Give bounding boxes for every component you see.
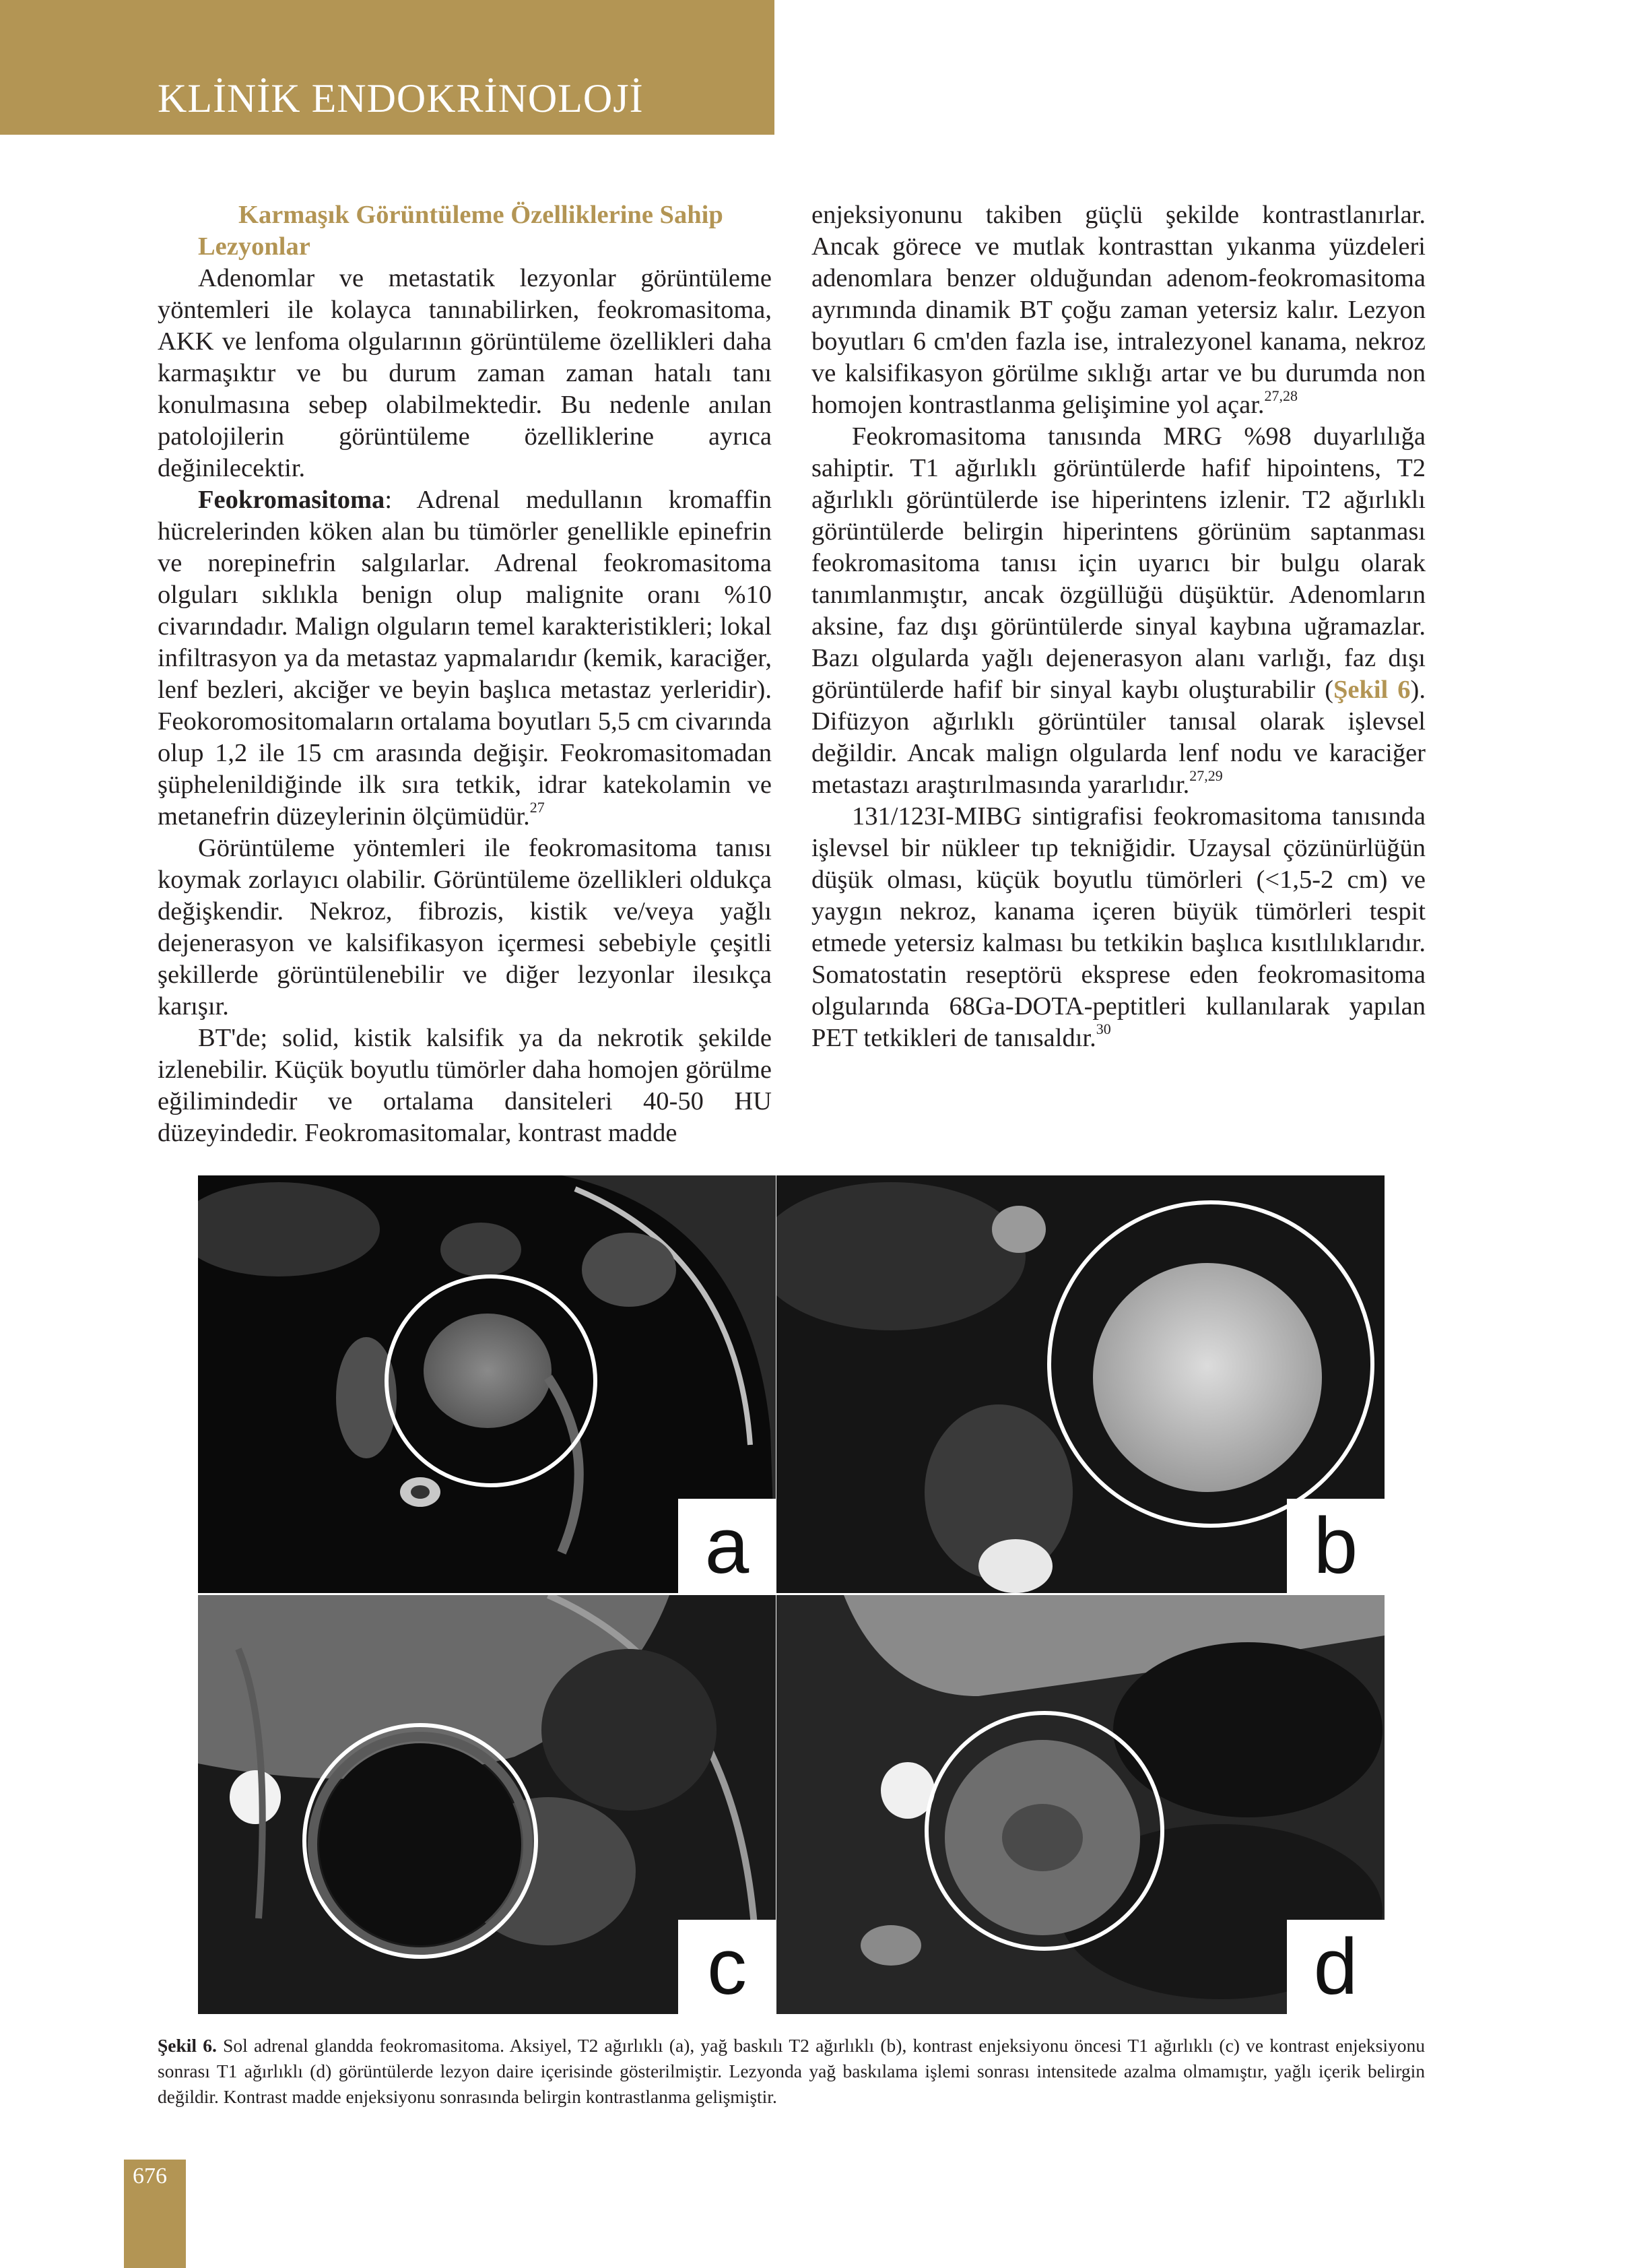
ref-superscript: 27,28 [1264,387,1298,405]
figure-mri-panels [198,1175,1385,2014]
paragraph-mri: Feokromasitoma tanısında MRG %98 duyarlılığa sahiptir. T1 ağırlıklı görüntülerde hafif hipointens, T2 ağırlıklı görüntülerde ise hiperintens izlenir. T2 ağırlıklı görüntülerde belirgin hiperintens görünüm saptanması feokromasitoma tanısı için uyarıcı bir bulgu olarak tanımlanmıştır, ancak özgüllüğü düşüktür. Adenomların aksine, faz dışı görüntülerde sinyal kaybına uğramazlar. Bazı olgularda yağlı dejenerasyon alanı varlığı, faz dışı görüntülerde hafif bir sinyal kaybı oluşturabilir (Şekil 6). Difüzyon ağırlıklı görüntüler tanısal olarak işlevsel değildir. Ancak malign olgularda lenf nodu ve karaciğer metastazı araştırılmasında yararlıdır.$^{27,29}$ [811,422,1426,799]
paragraph-feokromasitoma: Feokromasitoma: Adrenal medullanın kromaffin hücrelerinden köken alan bu tümörler genellikle epinefrin ve norepinefrin salgılarlar. Adrenal feokromasitoma olguları sıklıkla benign olup malignite oranı %10 civarındadır. Malign olguların temel karakteristikleri; lokal infiltrasyon ya da metastaz yapmalarıdır (kemik, karaciğer, lenf bezleri, akciğer ve beyin başlıca metastaz yerleridir). Feokoromositomaların ortalama boyutları 5,5 cm civarında olup 1,2 ile 15 cm arasında değişir. Feokromasitomadan şüphelenildiğinde ilk sıra tetkik, idrar katekolamin ve metanefrin düzeylerinin ölçümüdür.$^{27}$ [158,486,772,831]
term-feokromasitoma: Feokromasitoma [198,486,385,514]
mri-panel-b [776,1175,1385,1593]
mri-panel-d [776,1595,1385,2014]
paragraph-ct: BT'de; solid, kistik kalsifik ya da nekrotik şekilde izlenebilir. Küçük boyutlu tümörler daha homojen görülme eğilimindedir ve ortalama dansiteleri 40-50 HU düzeyindedir. Feokromasitomalar, kontrast madde [158,1024,772,1147]
section-subheading-cont: Lezyonlar [198,232,310,261]
panel-label-b: b [1287,1499,1385,1593]
panel-label-d: d [1287,1920,1385,2014]
paragraph-contrast: enjeksiyonunu takiben güçlü şekilde kontrastlanırlar. Ancak görece ve mutlak kontrasttan yıkanma yüzdeleri adenomlara benzer olduğundan adenom-feokromasitoma ayrımında dinamik BT çoğu zaman yetersiz kalır. Lezyon boyutları 6 cm'den fazla ise, intralezyonel kanama, nekroz ve kalsifikasyon görülme sıklığı artar ve bu durumda non homojen kontrastlanma gelişimine yol açar.$^{27,28}$ [811,201,1426,419]
caption-label: Şekil 6. [158,2035,217,2056]
right-column [811,199,1426,1054]
journal-title: KLİNİK ENDOKRİNOLOJİ [158,76,644,121]
panel-label-a: a [678,1499,776,1593]
panel-label-c: c [678,1920,776,2014]
ref-superscript: 27 [529,799,545,816]
figure-link[interactable]: Şekil 6 [1333,676,1411,704]
paragraph-imaging: Görüntüleme yöntemleri ile feokromasitoma tanısı koymak zorlayıcı olabilir. Görüntüleme özellikleri oldukça değişkendir. Nekroz, fibrozis, kistik ve/veya yağlı dejenerasyon ve kalsifikasyon içermesi sebebiyle çeşitli şekillerde görüntülenebilir ve diğer lezyonlar ilesıkça karışır. [158,834,772,1020]
paragraph-mibg: 131/123I-MIBG sintigrafisi feokromasitoma tanısında işlevsel bir nükleer tıp tekniğidir. Uzaysal çözünürlüğün düşük olması, küçük boyutlu tümörleri (<1,5-2 cm) ve yaygın nekroz, kanama içeren büyük tümörleri tespit etmede yetersiz kalması bu tetkikin başlıca kısıtlılıklarıdır. Somatostatin reseptörü eksprese eden feokromasitoma olgularında 68Ga-DOTA-peptitleri kullanılarak yapılan PET tetkikleri de tanısaldır.$^{30}$ [811,802,1426,1052]
section-subheading: Karmaşık Görüntüleme Özelliklerine Sahip Lezyonlar [158,199,772,263]
ref-superscript: 30 [1096,1020,1111,1038]
figure-caption: Şekil 6. Sol adrenal glandda feokromasitoma. Aksiyel, T2 ağırlıklı (a), yağ baskılı T2 ağırlıklı (b), kontrast enjeksiyonu öncesi T1 ağırlıklı (c) ve kontrast enjeksiyonu sonrası T1 ağırlıklı (d) görüntülerde lezyon daire içerisinde gösterilmiştir. Lezyonda yağ baskılama işlemi sonrası intensitede azalma olmamıştır, yağlı içerik belirgin değildir. Kontrast madde enjeksiyonu sonrasında belirgin kontrastlanma gelişmiştir. [158,2035,1425,2107]
mri-panel-a [198,1175,776,1593]
mri-panel-c [198,1595,776,2014]
ref-superscript: 27,29 [1189,767,1223,785]
page-number: 676 [133,2164,167,2189]
left-column [158,199,772,1149]
paragraph-intro: Adenomlar ve metastatik lezyonlar görüntüleme yöntemleri ile kolayca tanınabilirken, feokromasitoma, AKK ve lenfoma olgularının görüntüleme özellikleri daha karmaşıktır ve bu durum zaman zaman hatalı tanı konulmasına sebep olabilmektedir. Bu nedenle anılan patolojilerin görüntüleme özelliklerine ayrıca değinilecektir. [158,264,772,482]
